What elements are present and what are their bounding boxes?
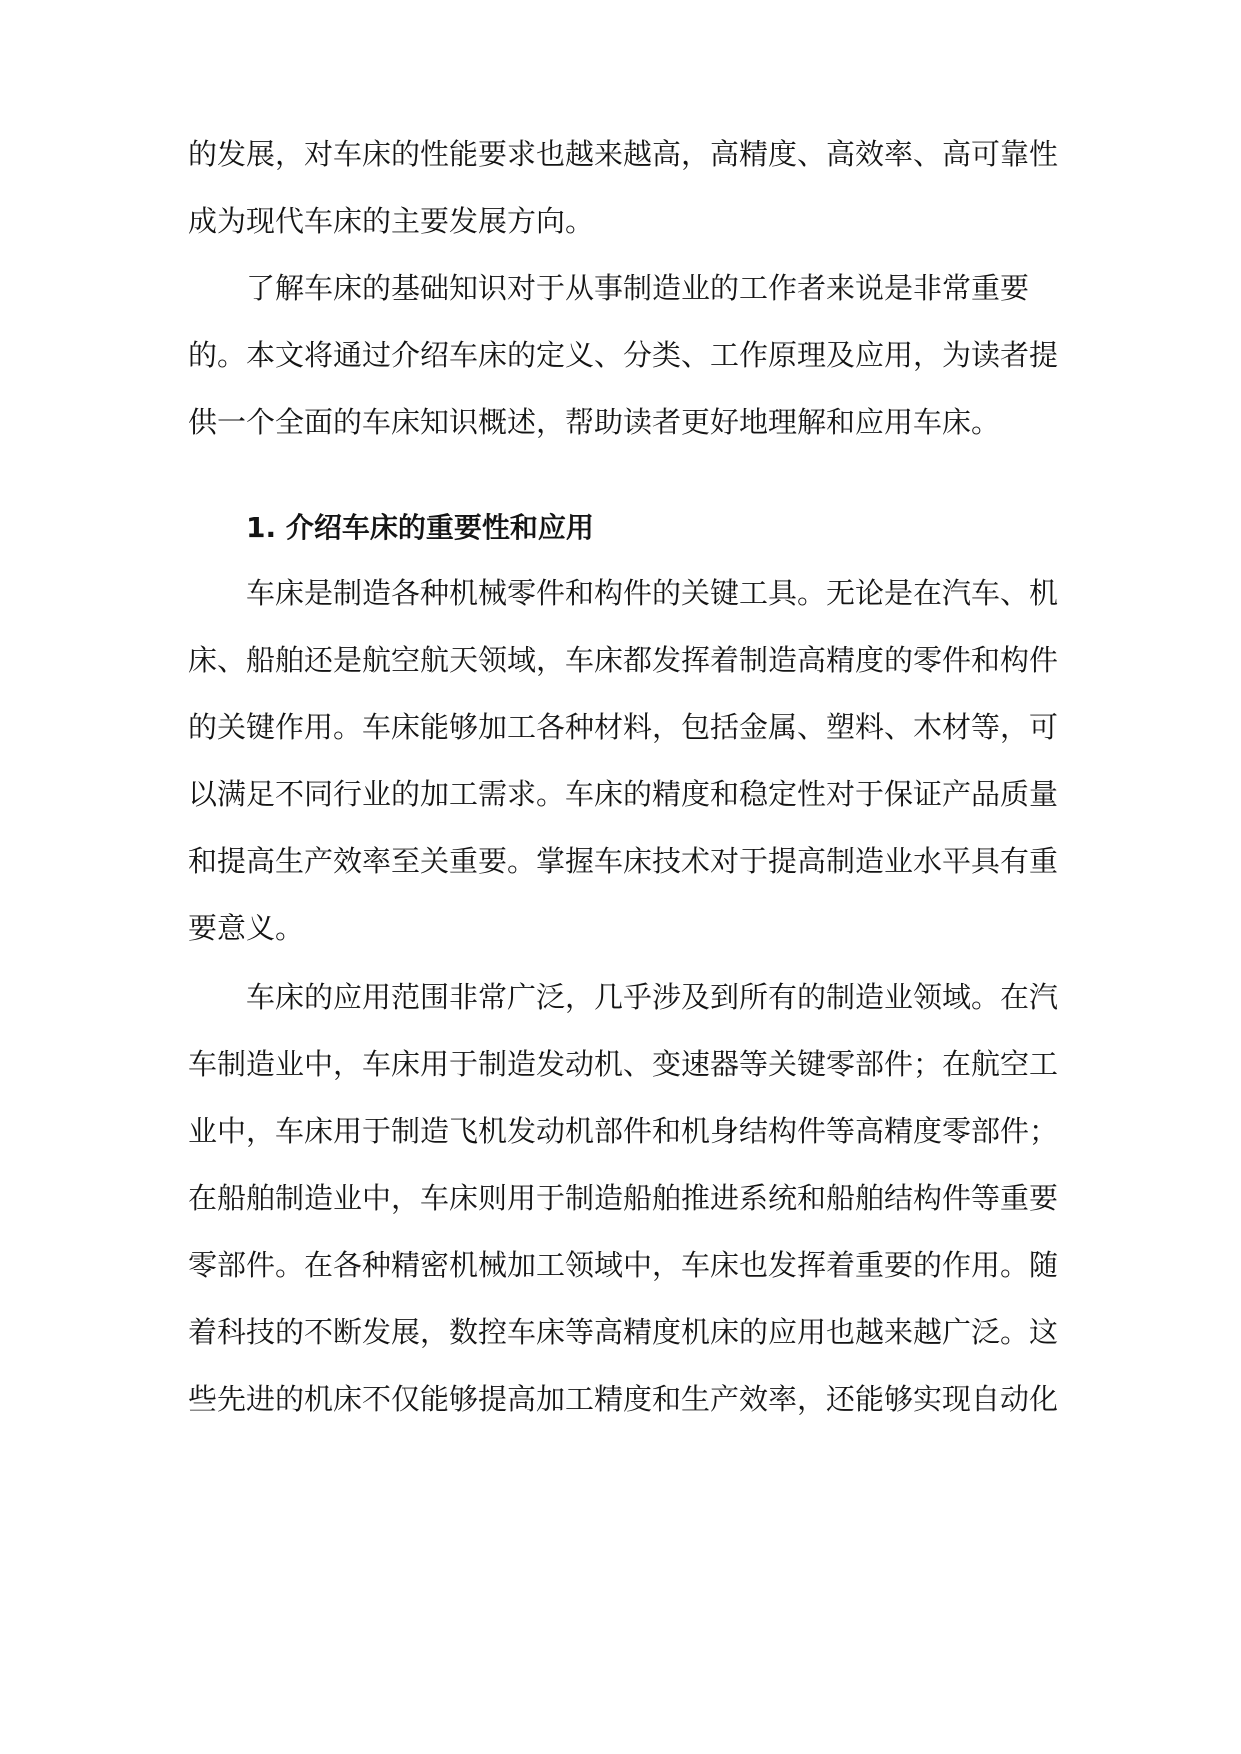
- paragraph-line: 以满足不同行业的加工需求。车床的精度和稳定性对于保证产品质量: [188, 777, 1059, 811]
- paragraph-line: 车制造业中，车床用于制造发动机、变速器等关键零部件；在航空工: [188, 1047, 1059, 1081]
- paragraph-line: 供一个全面的车床知识概述，帮助读者更好地理解和应用车床。: [188, 405, 1001, 439]
- paragraph-line: 业中，车床用于制造飞机发动机部件和机身结构件等高精度零部件；: [188, 1114, 1059, 1148]
- paragraph-line: 成为现代车床的主要发展方向。: [188, 204, 595, 238]
- paragraph-line: 零部件。在各种精密机械加工领域中，车床也发挥着重要的作用。随: [188, 1248, 1059, 1282]
- section-heading: 1. 介绍车床的重要性和应用: [246, 511, 594, 544]
- paragraph-line: 在船舶制造业中，车床则用于制造船舶推进系统和船舶结构件等重要: [188, 1181, 1059, 1215]
- paragraph-line: 和提高生产效率至关重要。掌握车床技术对于提高制造业水平具有重: [188, 844, 1059, 878]
- paragraph-line: 着科技的不断发展，数控车床等高精度机床的应用也越来越广泛。这: [188, 1315, 1059, 1349]
- paragraph-line: 车床是制造各种机械零件和构件的关键工具。无论是在汽车、机: [246, 576, 1059, 610]
- paragraph-line: 了解车床的基础知识对于从事制造业的工作者来说是非常重要: [246, 271, 1030, 305]
- paragraph-line: 些先进的机床不仅能够提高加工精度和生产效率，还能够实现自动化: [188, 1382, 1059, 1416]
- paragraph-line: 的关键作用。车床能够加工各种材料，包括金属、塑料、木材等，可: [188, 710, 1059, 744]
- paragraph-line: 的。本文将通过介绍车床的定义、分类、工作原理及应用，为读者提: [188, 338, 1059, 372]
- paragraph-line: 的发展，对车床的性能要求也越来越高，高精度、高效率、高可靠性: [188, 137, 1059, 171]
- paragraph-line: 车床的应用范围非常广泛，几乎涉及到所有的制造业领域。在汽: [246, 980, 1059, 1014]
- paragraph-line: 床、船舶还是航空航天领域，车床都发挥着制造高精度的零件和构件: [188, 643, 1059, 677]
- paragraph-line: 要意义。: [188, 911, 305, 945]
